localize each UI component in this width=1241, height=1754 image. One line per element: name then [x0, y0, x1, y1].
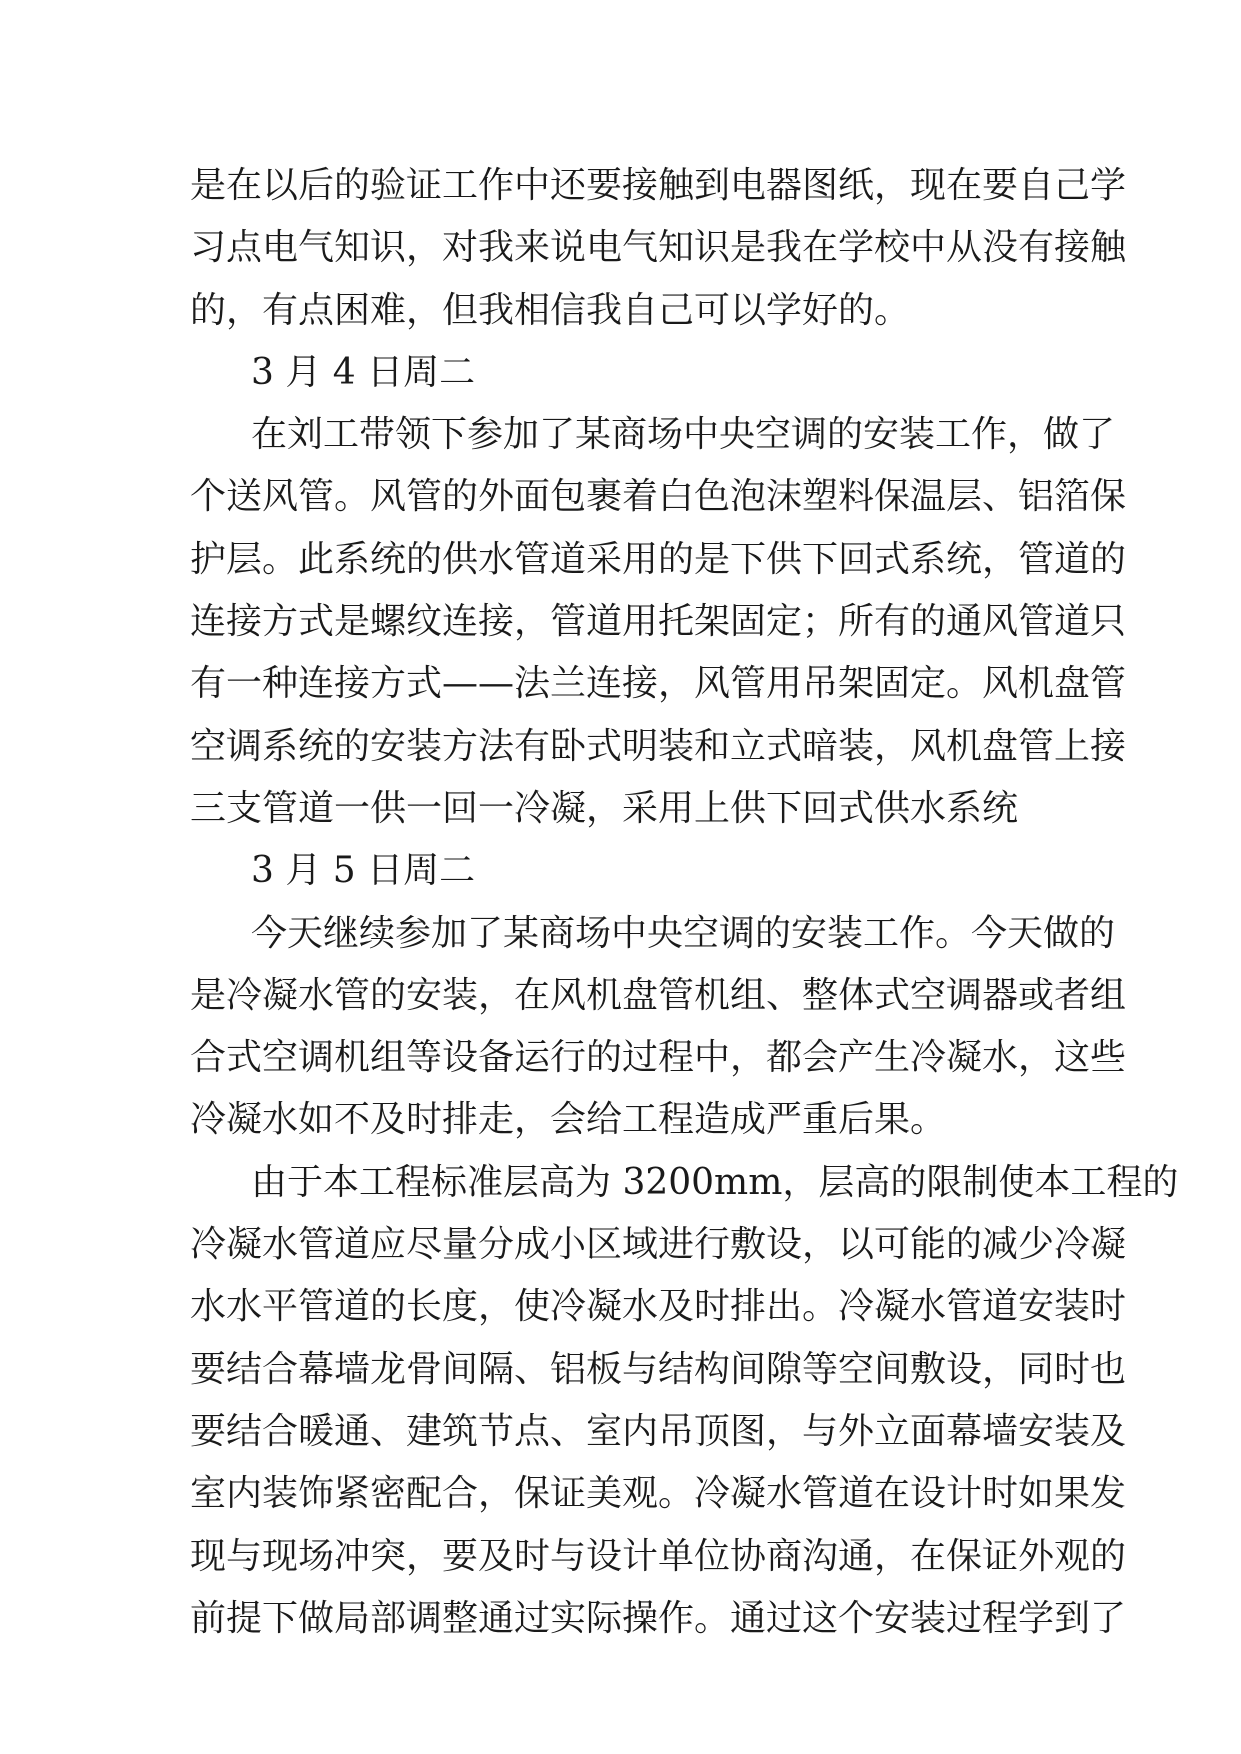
text-line: 冷凝水管道应尽量分成小区域进行敷设，以可能的减少冷凝 — [190, 1224, 1127, 1266]
text-line: 是冷凝水管的安装，在风机盘管机组、整体式空调器或者组 — [190, 974, 1127, 1016]
text-line: 由于本工程标准层高为 3200mm，层高的限制使本工程的 — [251, 1161, 1179, 1203]
text-line: 空调系统的安装方法有卧式明装和立式暗装，风机盘管上接 — [190, 725, 1127, 767]
text-line: 在刘工带领下参加了某商场中央空调的安装工作，做了 — [251, 414, 1116, 456]
text-line: 水水平管道的长度，使冷凝水及时排出。冷凝水管道安装时 — [190, 1286, 1127, 1328]
text-line: 护层。此系统的供水管道采用的是下供下回式系统，管道的 — [190, 538, 1127, 580]
text-line: 室内装饰紧密配合，保证美观。冷凝水管道在设计时如果发 — [190, 1473, 1127, 1515]
document-body — [190, 155, 1179, 1650]
text-line: 连接方式是螺纹连接，管道用托架固定；所有的通风管道只 — [190, 601, 1127, 643]
text-line: 是在以后的验证工作中还要接触到电器图纸，现在要自己学 — [190, 165, 1127, 206]
text-line: 合式空调机组等设备运行的过程中，都会产生冷凝水，这些 — [190, 1037, 1127, 1079]
text-line: 前提下做局部调整通过实际操作。通过这个安装过程学到了 — [190, 1597, 1127, 1639]
text-line: 个送风管。风管的外面包裹着白色泡沫塑料保温层、铝箔保 — [190, 476, 1127, 518]
date-heading: 3 月 5 日周二 — [251, 850, 476, 892]
text-line: 要结合暖通、建筑节点、室内吊顶图，与外立面幕墙安装及 — [190, 1410, 1127, 1452]
text-line: 三支管道一供一回一冷凝，采用上供下回式供水系统 — [190, 787, 1019, 829]
text-line: 要结合幕墙龙骨间隔、铝板与结构间隙等空间敷设，同时也 — [190, 1348, 1127, 1390]
text-line: 有一种连接方式——法兰连接，风管用吊架固定。风机盘管 — [190, 663, 1127, 705]
text-line: 现与现场冲突，要及时与设计单位协商沟通，在保证外观的 — [190, 1535, 1127, 1577]
text-line: 习点电气知识，对我来说电气知识是我在学校中从没有接触 — [190, 227, 1127, 269]
text-line: 今天继续参加了某商场中央空调的安装工作。今天做的 — [251, 912, 1116, 954]
text-line: 的，有点困难，但我相信我自己可以学好的。 — [190, 289, 911, 331]
date-heading: 3 月 4 日周二 — [251, 351, 476, 393]
text-line: 冷凝水如不及时排走，会给工程造成严重后果。 — [190, 1099, 947, 1141]
